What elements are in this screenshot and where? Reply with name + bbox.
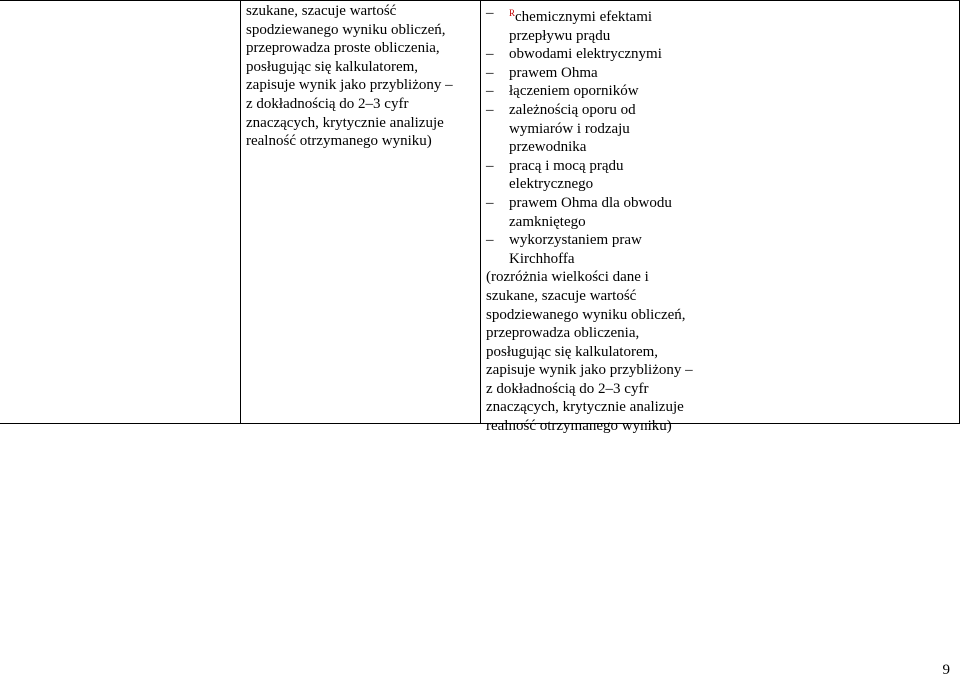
paragraph-line: realność otrzymanego wyniku) [486, 418, 672, 435]
column-divider-1 [240, 0, 241, 424]
list-item-line: pracą i mocą prądu [509, 157, 624, 174]
left-cell-line: zapisuje wynik jako przybliżony – [246, 77, 453, 94]
list-item [486, 64, 956, 83]
requirements-paragraph [486, 268, 956, 435]
left-cell-text [246, 2, 476, 151]
list-item-text: chemicznymi efektami [515, 9, 653, 25]
list-item [486, 101, 956, 157]
list-item-line: obwodami elektrycznymi [509, 46, 662, 63]
list-item-line: Kirchhoffa [509, 250, 575, 267]
paragraph-line: znaczących, krytycznie analizuje [486, 399, 684, 416]
list-item-line: zależnością oporu od [509, 101, 636, 118]
right-cell-text [486, 4, 956, 436]
paragraph-line: spodziewanego wyniku obliczeń, [486, 306, 686, 323]
dash-bullet: – [486, 64, 494, 81]
left-cell-line: realność otrzymanego wyniku) [246, 133, 432, 150]
dash-bullet: – [486, 46, 494, 63]
list-item [486, 157, 956, 194]
list-item [486, 82, 956, 101]
dash-bullet: – [486, 5, 494, 21]
list-item [486, 194, 956, 231]
dash-bullet: – [486, 83, 494, 100]
list-item-line [509, 4, 956, 27]
left-cell-line: z dokładnością do 2–3 cyfr [246, 95, 409, 112]
superscript-mark: R [509, 8, 516, 18]
paragraph-line: posługując się kalkulatorem, [486, 343, 659, 360]
left-cell-line: przeprowadza proste obliczenia, [246, 40, 440, 57]
dash-bullet: – [486, 232, 494, 249]
paragraph-line: (rozróżnia wielkości dane i [486, 269, 649, 286]
list-item-line: wykorzystaniem praw [509, 232, 642, 249]
paragraph-line: z dokładnością do 2–3 cyfr [486, 380, 649, 397]
left-cell-line: spodziewanego wyniku obliczeń, [246, 21, 446, 38]
list-item-line: przewodnika [509, 139, 587, 156]
left-cell-line: posługując się kalkulatorem, [246, 58, 419, 75]
list-item [486, 4, 956, 45]
list-item-line: przepływu prądu [509, 27, 611, 44]
list-item-line: elektrycznego [509, 176, 594, 193]
list-item-line: zamkniętego [509, 213, 586, 230]
paragraph-line: zapisuje wynik jako przybliżony – [486, 362, 693, 379]
list-item-line: wymiarów i rodzaju [509, 120, 630, 137]
list-item [486, 45, 956, 64]
list-item-line: prawem Ohma dla obwodu [509, 194, 672, 211]
paragraph-line: szukane, szacuje wartość [486, 287, 637, 304]
paragraph-line: przeprowadza obliczenia, [486, 325, 640, 342]
dash-bullet: – [486, 194, 494, 211]
left-cell-line: szukane, szacuje wartość [246, 3, 397, 19]
dash-bullet: – [486, 101, 494, 118]
list-item-line: prawem Ohma [509, 64, 598, 81]
dash-bullet: – [486, 157, 494, 174]
list-item [486, 231, 956, 268]
left-cell-line: znaczących, krytycznie analizuje [246, 114, 444, 131]
column-divider-2 [480, 0, 481, 424]
page-number: 9 [942, 662, 950, 678]
list-item-line: łączeniem oporników [509, 83, 639, 100]
